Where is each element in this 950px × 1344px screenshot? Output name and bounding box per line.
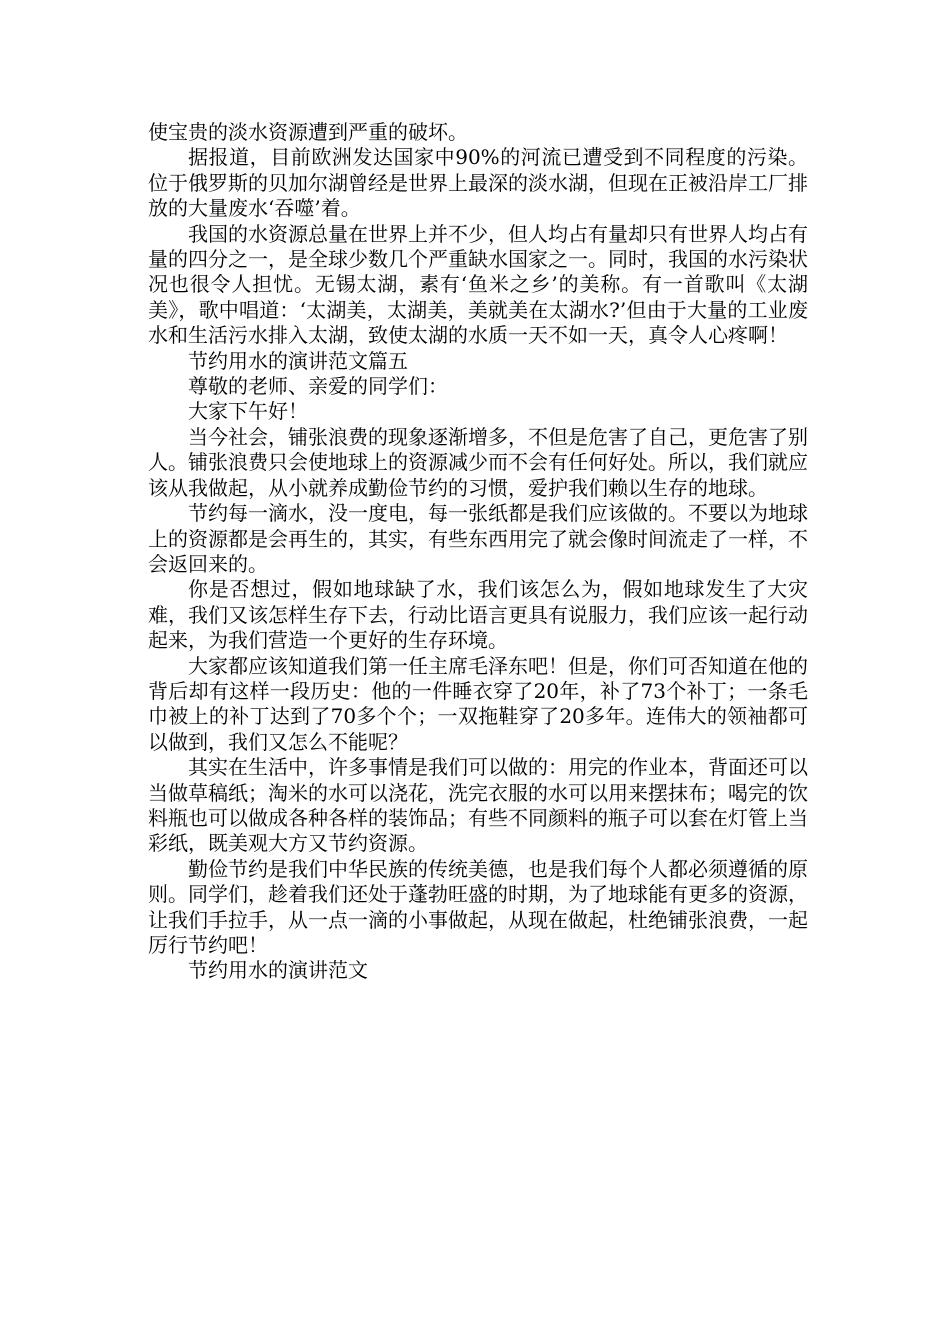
section-heading-part-five: 节约用水的演讲范文篇五 <box>188 348 408 373</box>
document-body <box>148 120 808 984</box>
greeting: 大家下午好！ <box>188 399 308 424</box>
paragraph-europe-rivers: 据报道，目前欧洲发达国家中90%的河流已遭受到不同程度的污染。位于俄罗斯的贝加尔湖曾经是世界上最深的淡水湖，但现在正被沿岸工厂排放的大量废水‘吞噬’着。 <box>148 145 808 221</box>
salutation: 尊敬的老师、亲爱的同学们： <box>188 374 448 399</box>
paragraph-save-every-drop: 节约每一滴水，没一度电，每一张纸都是我们应该做的。不要以为地球上的资源都是会再生的，其实，有些东西用完了就会像时间流走了一样，不会返回来的。 <box>148 501 808 576</box>
paragraph-waste: 当今社会，铺张浪费的现象逐渐增多，不但是危害了自己，更危害了别人。铺张浪费只会使地球上的资源减少而不会有任何好处。所以，我们就应该从我做起，从小就养成勤俭节约的习惯，爱护我们赖以生存的地球。 <box>148 424 808 500</box>
paragraph-imagine: 你是否想过，假如地球缺了水，我们该怎么为，假如地球发生了大灾难，我们又该怎样生存下去，行动比语言更具有说服力，我们应该一起行动起来，为我们营造一个更好的生存环境。 <box>148 577 808 653</box>
section-heading-final: 节约用水的演讲范文 <box>188 958 368 983</box>
paragraph-chairman: 大家都应该知道我们第一任主席毛泽东吧！但是，你们可否知道在他的背后却有这样一段历史：他的一件睡衣穿了20年，补了73个补丁；一条毛巾被上的补丁达到了70多个个；一双拖鞋穿了20多年。连伟大的领袖都可以做到，我们又怎么不能呢？ <box>148 653 808 754</box>
paragraph-virtue: 勤俭节约是我们中华民族的传统美德，也是我们每个人都必须遵循的原则。同学们，趁着我们还处于蓬勃旺盛的时期，为了地球能有更多的资源，让我们手拉手，从一点一滴的小事做起，从现在做起，杜绝铺张浪费，一起厉行节约吧！ <box>148 856 808 957</box>
paragraph-china-water: 我国的水资源总量在世界上并不少，但人均占有量却只有世界人均占有量的四分之一，是全球少数几个严重缺水国家之一。同时，我国的水污染状况也很令人担忧。无锡太湖，素有‘鱼米之乡’的美称。有一首歌叫《太湖美》，歌中唱道：‘太湖美，太湖美，美就美在太湖水?’但由于大量的工业废水和生活污水排入太湖，致使太湖的水质一天不如一天，真令人心疼啊！ <box>148 221 808 348</box>
paragraph-daily-life: 其实在生活中，许多事情是我们可以做的：用完的作业本，背面还可以当做草稿纸；淘米的水可以浇花，洗完衣服的水可以用来摆抹布；喝完的饮料瓶也可以做成各种各样的装饰品；有些不同颜料的瓶子可以套在灯管上当彩纸，既美观大方又节约资源。 <box>148 755 808 856</box>
paragraph-continuation: 使宝贵的淡水资源遭到严重的破坏。 <box>148 120 468 144</box>
